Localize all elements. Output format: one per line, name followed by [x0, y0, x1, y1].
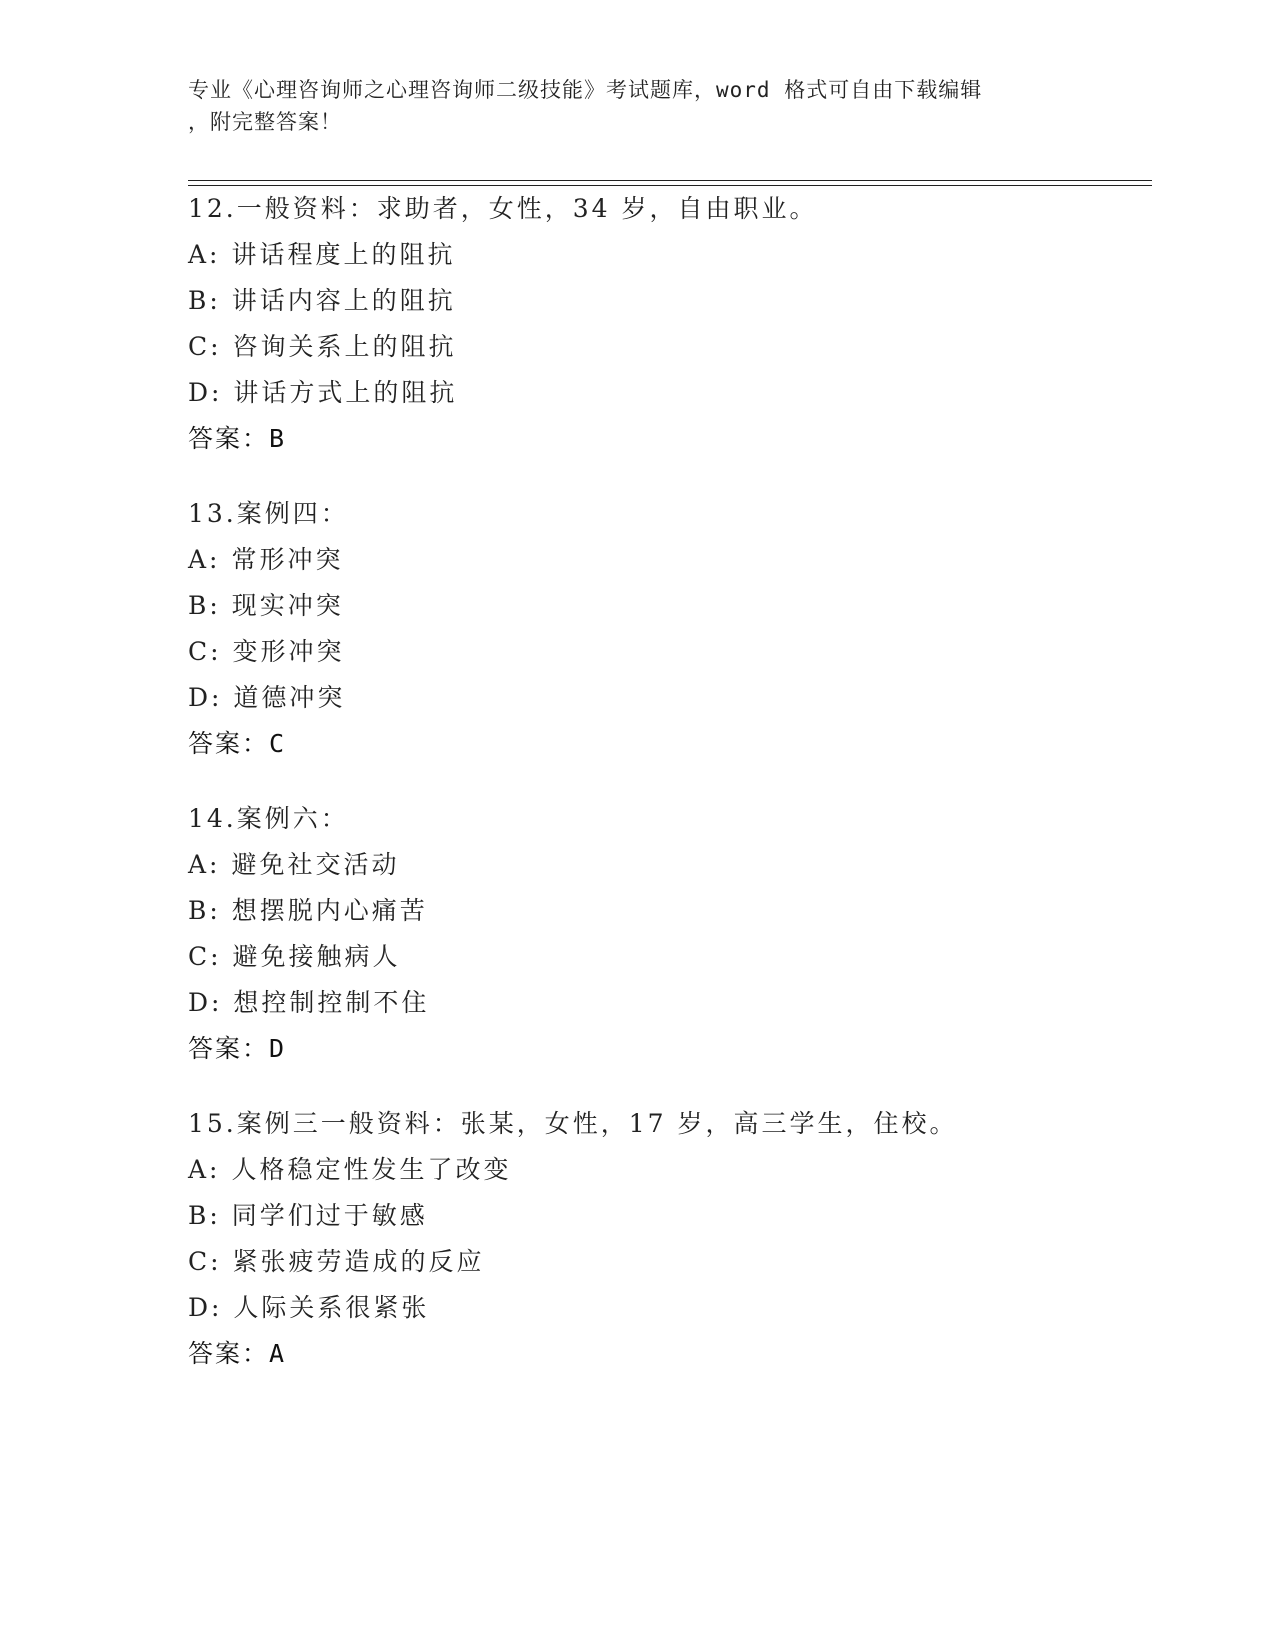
option-label: C:	[188, 637, 222, 666]
option-label: D:	[188, 378, 223, 407]
option-label: D:	[188, 1293, 223, 1322]
option-label: D:	[188, 988, 223, 1017]
option-text: 咨询关系上的阻抗	[232, 332, 457, 361]
option-text: 道德冲突	[233, 683, 346, 712]
option-text: 人际关系很紧张	[233, 1293, 430, 1322]
question-12	[188, 186, 1128, 462]
question-stem: 12.一般资料：求助者，女性，34 岁，自由职业。	[188, 194, 818, 223]
answer-label: 答案：	[188, 424, 270, 453]
header-line-1: 专业《心理咨询师之心理咨询师二级技能》考试题库，word 格式可自由下载编辑	[188, 78, 983, 102]
answer-value: D	[269, 1034, 287, 1063]
question-13	[188, 491, 1128, 767]
option-b	[188, 278, 1128, 324]
question-14	[188, 796, 1128, 1072]
document-header	[188, 74, 1068, 138]
option-b	[188, 1193, 1128, 1239]
option-text: 想摆脱内心痛苦	[231, 896, 428, 925]
option-text: 避免接触病人	[232, 942, 401, 971]
option-text: 常形冲突	[231, 545, 344, 574]
question-stem: 13.案例四：	[188, 499, 349, 528]
option-a	[188, 537, 1128, 583]
option-label: A:	[188, 240, 221, 269]
answer-value: C	[269, 729, 287, 758]
option-text: 讲话内容上的阻抗	[231, 286, 456, 315]
answer-line	[188, 416, 1128, 462]
option-a	[188, 842, 1128, 888]
option-d	[188, 1285, 1128, 1331]
option-b	[188, 583, 1128, 629]
question-15	[188, 1101, 1128, 1377]
answer-value: B	[269, 424, 287, 453]
answer-label: 答案：	[188, 1339, 270, 1368]
option-text: 想控制控制不住	[233, 988, 430, 1017]
option-label: C:	[188, 332, 222, 361]
option-text: 紧张疲劳造成的反应	[232, 1247, 485, 1276]
option-label: A:	[188, 545, 221, 574]
option-label: D:	[188, 683, 223, 712]
answer-value: A	[269, 1339, 287, 1368]
question-stem: 15.案例三一般资料：张某，女性，17 岁，高三学生，住校。	[188, 1109, 958, 1138]
option-c	[188, 324, 1128, 370]
question-stem: 14.案例六：	[188, 804, 349, 833]
answer-label: 答案：	[188, 1034, 270, 1063]
option-text: 讲话程度上的阻抗	[231, 240, 456, 269]
option-label: B:	[188, 1201, 221, 1230]
answer-label: 答案：	[188, 729, 270, 758]
option-a	[188, 1147, 1128, 1193]
option-label: A:	[188, 850, 221, 879]
answer-line	[188, 1026, 1128, 1072]
option-text: 人格稳定性发生了改变	[231, 1155, 512, 1184]
option-c	[188, 629, 1128, 675]
option-text: 同学们过于敏感	[231, 1201, 428, 1230]
option-c	[188, 1239, 1128, 1285]
option-d	[188, 675, 1128, 721]
option-d	[188, 370, 1128, 416]
option-text: 讲话方式上的阻抗	[233, 378, 458, 407]
option-label: B:	[188, 286, 221, 315]
option-text: 现实冲突	[231, 591, 344, 620]
option-text: 避免社交活动	[231, 850, 400, 879]
option-label: A:	[188, 1155, 221, 1184]
option-label: B:	[188, 591, 221, 620]
option-label: C:	[188, 1247, 222, 1276]
header-divider-top	[188, 180, 1152, 181]
option-label: B:	[188, 896, 221, 925]
answer-line	[188, 1331, 1128, 1377]
answer-line	[188, 721, 1128, 767]
option-text: 变形冲突	[232, 637, 345, 666]
option-a	[188, 232, 1128, 278]
option-d	[188, 980, 1128, 1026]
option-label: C:	[188, 942, 222, 971]
header-line-2: ，附完整答案！	[188, 110, 342, 134]
option-b	[188, 888, 1128, 934]
option-c	[188, 934, 1128, 980]
